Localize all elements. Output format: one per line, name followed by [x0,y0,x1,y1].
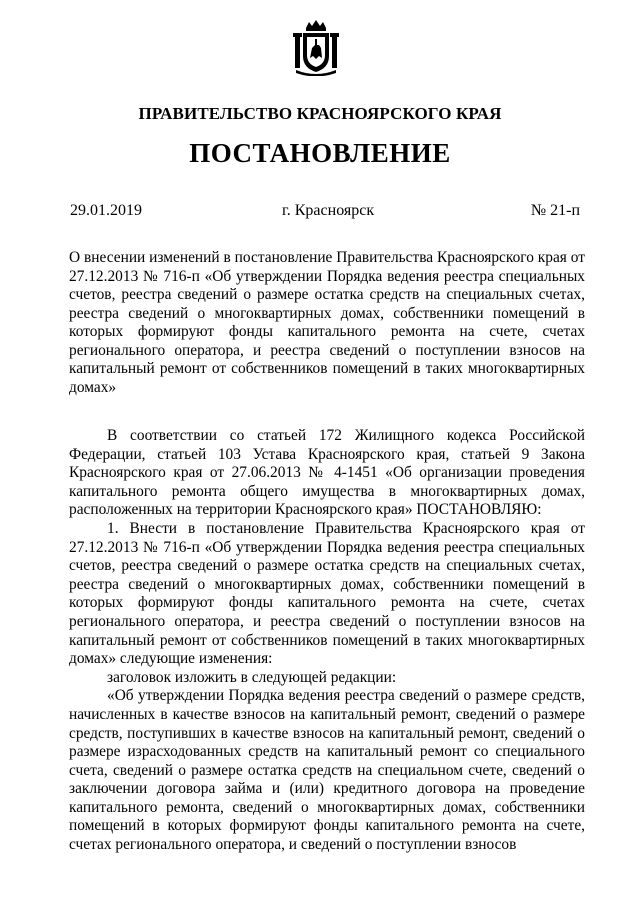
document-city: г. Красноярск [282,202,375,219]
organization-name: ПРАВИТЕЛЬСТВО КРАСНОЯРСКОГО КРАЯ [138,104,502,123]
document-title: О внесении изменений в постановление Правительства Красноярского края от 27.12.2013 № 716-п «Об утверждении Порядка ведения реестра специальных счетов, реестра сведений о размере остатка средств на специальных счетах, реестра сведений о многоквартирных домах, собственники помещений в которых формируют фонды капитального ремонта на счете, счетах регионального оператора, и реестра сведений о поступлении взносов на капитальный ремонт от собственников помещений в таких многоквартирных домах» [69,249,585,396]
body-paragraph: «Об утверждении Порядка ведения реестра сведений о размере средств, начисленных в качестве взносов на капитальный ремонт, сведений о размере средств, поступивших в качестве взносов на капитальный ремонт, сведений о размере израсходованных средств на капитальный ремонт со специального счета, сведений о размере остатка средств на специальном счете, сведений о заключении договора займа и (или) кредитного договора на проведение капитального ремонта, сведений о многоквартирных домах, собственники помещений в которых формируют фонды капитального ремонта на счете, счетах регионального оператора, и сведений о поступлении взносов [69,687,585,854]
document-number: № 21-п [530,202,580,219]
coat-of-arms-icon [292,18,340,76]
document-body [69,427,585,855]
document-date: 29.01.2019 [70,202,142,219]
body-paragraph: 1. Внести в постановление Правительства Красноярского края от 27.12.2013 № 716-п «Об утверждении Порядка ведения реестра специальных счетов, реестра сведений о размере остатка средств на специальных счетах, реестра сведений о многоквартирных домах, собственники помещений в которых формируют фонды капитального ремонта на счете, счетах регионального оператора, и реестра сведений о поступлении взносов на капитальный ремонт от собственников помещений в таких многоквартирных домах» следующие изменения: [69,519,585,668]
document-type: ПОСТАНОВЛЕНИЕ [189,138,451,168]
body-paragraph: заголовок изложить в следующей редакции: [107,668,397,686]
body-paragraph: В соответствии со статьей 172 Жилищного кодекса Российской Федерации, статьей 103 Устава Красноярского края, статьей 9 Закона Красноярского края от 27.06.2013 № 4-1451 «Об организации проведения капитального ремонта общего имущества в многоквартирных домах, расположенных на территории Красноярского края» ПОСТАНОВЛЯЮ: [69,427,585,519]
